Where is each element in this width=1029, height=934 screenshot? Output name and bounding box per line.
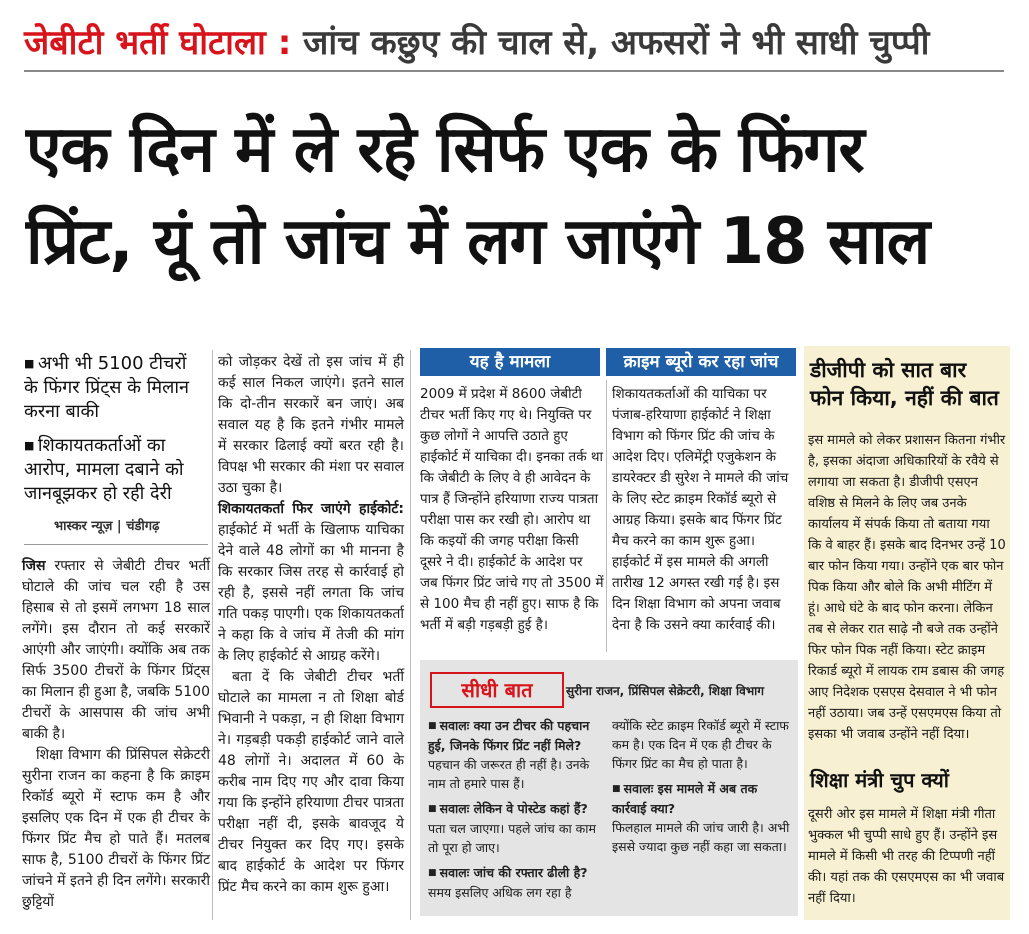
column-divider [606, 380, 607, 652]
highlight-item: ■ शिकायतकर्ताओं का आरोप, मामला दबाने को जानबूझकर हो रही देरी [24, 434, 204, 506]
kicker-subtitle: जांच कछुए की चाल से, अफसरों ने भी साधी चुप्पी [303, 23, 930, 63]
byline: भास्कर न्यूज़ | चंडीगढ़ [54, 519, 160, 534]
headline-line-2: प्रिंट, यूं तो जांच में लग जाएंगे 18 साल [26, 205, 930, 279]
divider [24, 544, 208, 545]
kicker-separator: : [265, 23, 304, 63]
sidebar-title-minister: शिक्षा मंत्री चुप क्यों [810, 768, 949, 792]
answer: पता चल जाएगा। पहले जांच का काम तो पूरा हो जाए। [428, 821, 596, 855]
column-divider [410, 350, 411, 920]
subheading: शिकायतकर्ता फिर जाएंगे हाईकोर्ट: [218, 501, 404, 517]
kicker [24, 18, 1004, 66]
paragraph: को जोड़कर देखें तो इस जांच में ही कई साल निकल जाएंगे। इतने साल कि दो-तीन सरकारें बन जाएं। अब सवाल यह है कि इतने गंभीर मामले में सरकार ढिलाई क्यों बरत रही है। विपक्ष भी सरकार की मंशा पर सवाल उठा चुका है। [218, 354, 404, 496]
paragraph: बता दें कि जेबीटी टीचर भर्ती घोटाले का मामला न तो शिक्षा बोर्ड भिवानी ने पकड़ा, न ही शिक्षा विभाग ने। गड़बड़ी पकड़ी हाईकोर्ट जाने वाले 48 लोगों ने। अदालत में 60 के करीब नाम दिए गए और दावा किया गया कि इन्होंने हरियाणा टीचर पात्रता परीक्षा नहीं दी, इसके बावजूद ये टीचर नियुक्त कर दिए गए। इसके बाद हाईकोर्ट के आदेश पर फिंगर प्रिंट मैच करने का काम शुरू हुआ। [218, 669, 404, 895]
highlights [24, 352, 204, 516]
question: ■ सवालः क्या उन टीचर की पहचान हुई, जिनके फिंगर प्रिंट नहीं मिले? [428, 716, 608, 755]
crime-bureau-text: शिकायतकर्ताओं की याचिका पर पंजाब-हरियाणा हाईकोर्ट ने शिक्षा विभाग को फिंगर प्रिंट की जांच के आदेश दिए। एलिमेंट्री एजुकेशन के डायरेक्टर डी सुरेश ने मामले की जांच के लिए स्टेट क्राइम रिकॉर्ड ब्यूरो से आग्रह किया। इसके बाद फिंगर प्रिंट मैच करने का काम शुरू हुआ। हाईकोर्ट में इस मामले की अगली तारीख 12 अगस्त रखी गई है। इस दिन शिक्षा विभाग को अपना जवाब देना है कि उसने क्या कार्रवाई की। [612, 386, 789, 633]
answer: समय इसलिए अधिक लग रहा है [428, 885, 572, 900]
interview-column-1 [428, 716, 608, 902]
paragraph: शिक्षा विभाग की प्रिंसिपल सेक्रेटरी सुरीना राजन का कहना है कि क्राइम रिकॉर्ड ब्यूरो में स्टाफ कम है और इसलिए एक दिन में एक ही टीचर के फिंगर प्रिंट मैच हो पाते हैं। मतलब साफ है, 5100 टीचरों के फिंगर प्रिंट जांचने में इतने ही दिन लगेंगे। सरकारी छुट्टियों [22, 747, 210, 910]
interview-title: सीधी बात [430, 672, 564, 708]
headline-line-1: एक दिन में ले रहे सिर्फ एक के फिंगर [26, 113, 864, 187]
interview-column-2 [612, 716, 792, 856]
headline [26, 104, 1016, 288]
kicker-rule [24, 70, 1004, 72]
column-divider [212, 350, 213, 920]
sidebar-text-dgp: इस मामले को लेकर प्रशासन कितना गंभीर है, इसका अंदाजा अधिकारियों के रवैये से लगाया जा सकता है। डीजीपी एसएन वशिष्ठ से मिलने के लिए जब उनके कार्यालय में संपर्क किया तो बताया गया कि वे बाहर हैं। इसके बाद दिनभर उन्हें 10 बार फोन किया गया। उन्होंने एक बार फोन पिक किया और बोले कि अभी मीटिंग में हूं। आधे घंटे के बाद फोन करना। लेकिन तब से लेकर रात साढ़े नौ बजे तक उन्होंने फिर फोन पिक नहीं किया। स्टेट क्राइम रिकार्ड ब्यूरो में लायक राम डबास की जगह आए निदेशक एसएस देसवाल ने भी फोन नहीं उठाया। जब उन्हें एसएमएस किया तो इसका भी जवाब उन्होंने नहीं दिया। [808, 433, 1006, 742]
question: ■ सवालः इस मामले में अब तक कार्रवाई क्या? [612, 779, 792, 818]
question: ■ सवालः लेकिन वे पोस्टेड कहां हैं? [428, 799, 608, 819]
answer: पहचान की जरूरत ही नहीं है। उनके नाम तो हमारे पास हैं। [428, 757, 590, 791]
paragraph: हाईकोर्ट में भर्ती के खिलाफ याचिका देने वाले 48 लोगों का भी मानना है कि सरकार जिस तरह से कार्रवाई हो रही है, इससे नहीं लगता कि जांच गति पकड़ पाएगी। एक शिकायतकर्ता ने कहा कि वे जांच में तेजी की मांग के लिए हाईकोर्ट से आग्रह करेंगे। [218, 522, 404, 664]
sidebar-title-dgp: डीजीपी को सात बार फोन किया, नहीं की बात [810, 358, 999, 410]
paragraph: रफ्तार से जेबीटी टीचर भर्ती घोटाले की जांच चल रही है उस हिसाब से तो इसमें लगभग 18 साल लगेंगे। इस दौरान तो कई सरकारें आएंगी और जाएंगी। क्योंकि अब तक सिर्फ 3500 टीचरों के फिंगर प्रिंट्स का मिलान ही हुआ है, जबकि 5100 टीचरों के आसपास की जांच अभी बाकी है। [22, 558, 210, 742]
box-title-crime-bureau: क्राइम ब्यूरो कर रहा जांच [606, 348, 796, 376]
answer: क्योंकि स्टेट क्राइम रिकॉर्ड ब्यूरो में स्टाफ कम है। एक दिन में एक ही टीचर के फिंगर प्रिंट का मैच हो पाता है। [612, 718, 789, 771]
article-column-2 [218, 352, 404, 898]
case-box-text: 2009 में प्रदेश में 8600 जेबीटी टीचर भर्ती किए गए थे। नियुक्ति पर कुछ लोगों ने आपत्ति उठाते हुए हाईकोर्ट में याचिका दी। इनका तर्क था कि जेबीटी के लिए वे ही आवेदन के पात्र हैं जिन्होंने हरियाणा राज्य पात्रता परीक्षा पास कर रखी हो। आरोप था कि कइयों की जगह परीक्षा किसी दूसरे ने दी। हाईकोर्ट के आदेश पर जब फिंगर प्रिंट जांचे गए तो 3500 में से 100 मैच ही नहीं हुए। साफ है कि भर्ती में बड़ी गड़बड़ी हुई है। [420, 386, 604, 633]
kicker-topic: जेबीटी भर्ती घोटाला [24, 23, 266, 63]
interview-person: सुरीना राजन, प्रिंसिपल सेक्रेटरी, शिक्षा विभाग [566, 684, 765, 698]
lead-word: जिस [22, 558, 46, 574]
sidebar-text-minister: दूसरी ओर इस मामले में शिक्षा मंत्री गीता भुक्कल भी चुप्पी साधे हुए हैं। उन्होंने इस मामले में किसी भी तरह की टिप्पणी नहीं की। यहां तक की एसएमएस का भी जवाब नहीं दिया। [808, 807, 1005, 906]
box-title-case: यह है मामला [420, 348, 600, 376]
highlight-item: ■ अभी भी 5100 टीचरों के फिंगर प्रिंट्स के मिलान करना बाकी [24, 352, 204, 424]
question: ■ सवालः जांच की रफ्तार ढीली है? [428, 863, 608, 883]
answer: फिलहाल मामले की जांच जारी है। अभी इससे ज्यादा कुछ नहीं कहा जा सकता। [612, 820, 790, 854]
article-column-1 [22, 556, 210, 913]
